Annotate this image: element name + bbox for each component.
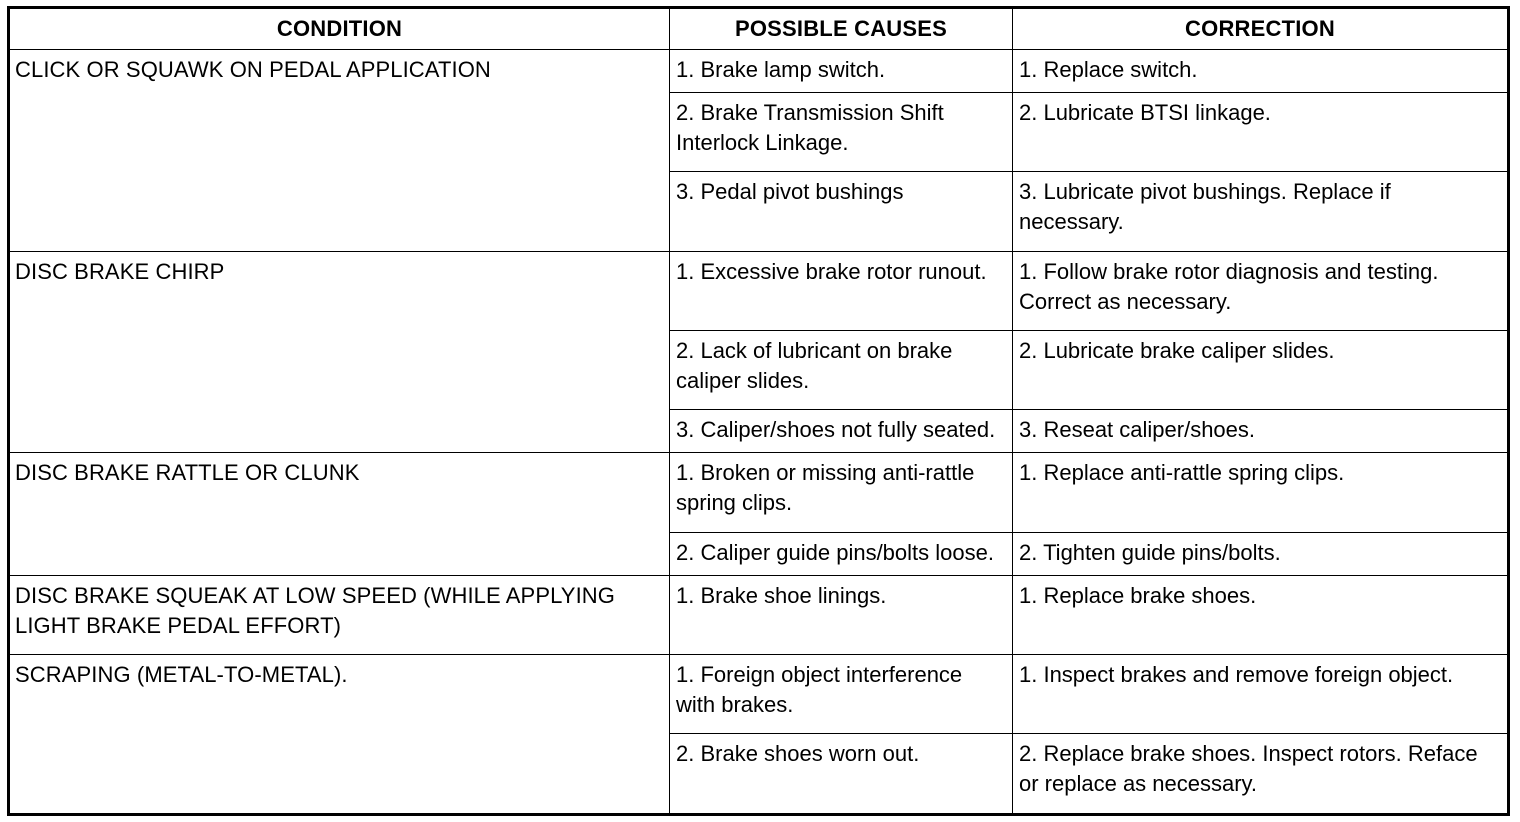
condition-cell: DISC BRAKE RATTLE OR CLUNK [9, 453, 670, 575]
cause-cell: 2. Brake shoes worn out. [670, 734, 1013, 815]
condition-cell: DISC BRAKE CHIRP [9, 251, 670, 453]
cause-cell: 3. Pedal pivot bushings [670, 172, 1013, 251]
diagnosis-table [7, 6, 1510, 816]
cause-cell: 1. Broken or missing anti-rattle spring clips. [670, 453, 1013, 532]
cause-cell: 1. Brake lamp switch. [670, 50, 1013, 93]
header-condition: CONDITION [9, 8, 670, 50]
condition-cell: DISC BRAKE SQUEAK AT LOW SPEED (WHILE APPLYING LIGHT BRAKE PEDAL EFFORT) [9, 575, 670, 654]
condition-cell: SCRAPING (METAL-TO-METAL). [9, 655, 670, 815]
table-row [9, 251, 1509, 330]
header-correction: CORRECTION [1013, 8, 1509, 50]
correction-cell: 2. Replace brake shoes. Inspect rotors. Reface or replace as necessary. [1013, 734, 1509, 815]
correction-cell: 1. Replace brake shoes. [1013, 575, 1509, 654]
cause-cell: 3. Caliper/shoes not fully seated. [670, 410, 1013, 453]
table-row [9, 575, 1509, 654]
cause-cell: 2. Caliper guide pins/bolts loose. [670, 532, 1013, 575]
correction-cell: 3. Reseat caliper/shoes. [1013, 410, 1509, 453]
header-row [9, 8, 1509, 50]
correction-cell: 1. Inspect brakes and remove foreign object. [1013, 655, 1509, 734]
correction-cell: 2. Lubricate brake caliper slides. [1013, 330, 1509, 409]
table-row [9, 655, 1509, 734]
header-possible-causes: POSSIBLE CAUSES [670, 8, 1013, 50]
cause-cell: 2. Lack of lubricant on brake caliper slides. [670, 330, 1013, 409]
correction-cell: 1. Follow brake rotor diagnosis and testing. Correct as necessary. [1013, 251, 1509, 330]
cause-cell: 2. Brake Transmission Shift Interlock Linkage. [670, 93, 1013, 172]
condition-cell: CLICK OR SQUAWK ON PEDAL APPLICATION [9, 50, 670, 252]
cause-cell: 1. Brake shoe linings. [670, 575, 1013, 654]
correction-cell: 2. Lubricate BTSI linkage. [1013, 93, 1509, 172]
cause-cell: 1. Excessive brake rotor runout. [670, 251, 1013, 330]
table-row [9, 50, 1509, 93]
correction-cell: 1. Replace anti-rattle spring clips. [1013, 453, 1509, 532]
correction-cell: 3. Lubricate pivot bushings. Replace if necessary. [1013, 172, 1509, 251]
correction-cell: 2. Tighten guide pins/bolts. [1013, 532, 1509, 575]
correction-cell: 1. Replace switch. [1013, 50, 1509, 93]
cause-cell: 1. Foreign object interference with brakes. [670, 655, 1013, 734]
table-row [9, 453, 1509, 532]
